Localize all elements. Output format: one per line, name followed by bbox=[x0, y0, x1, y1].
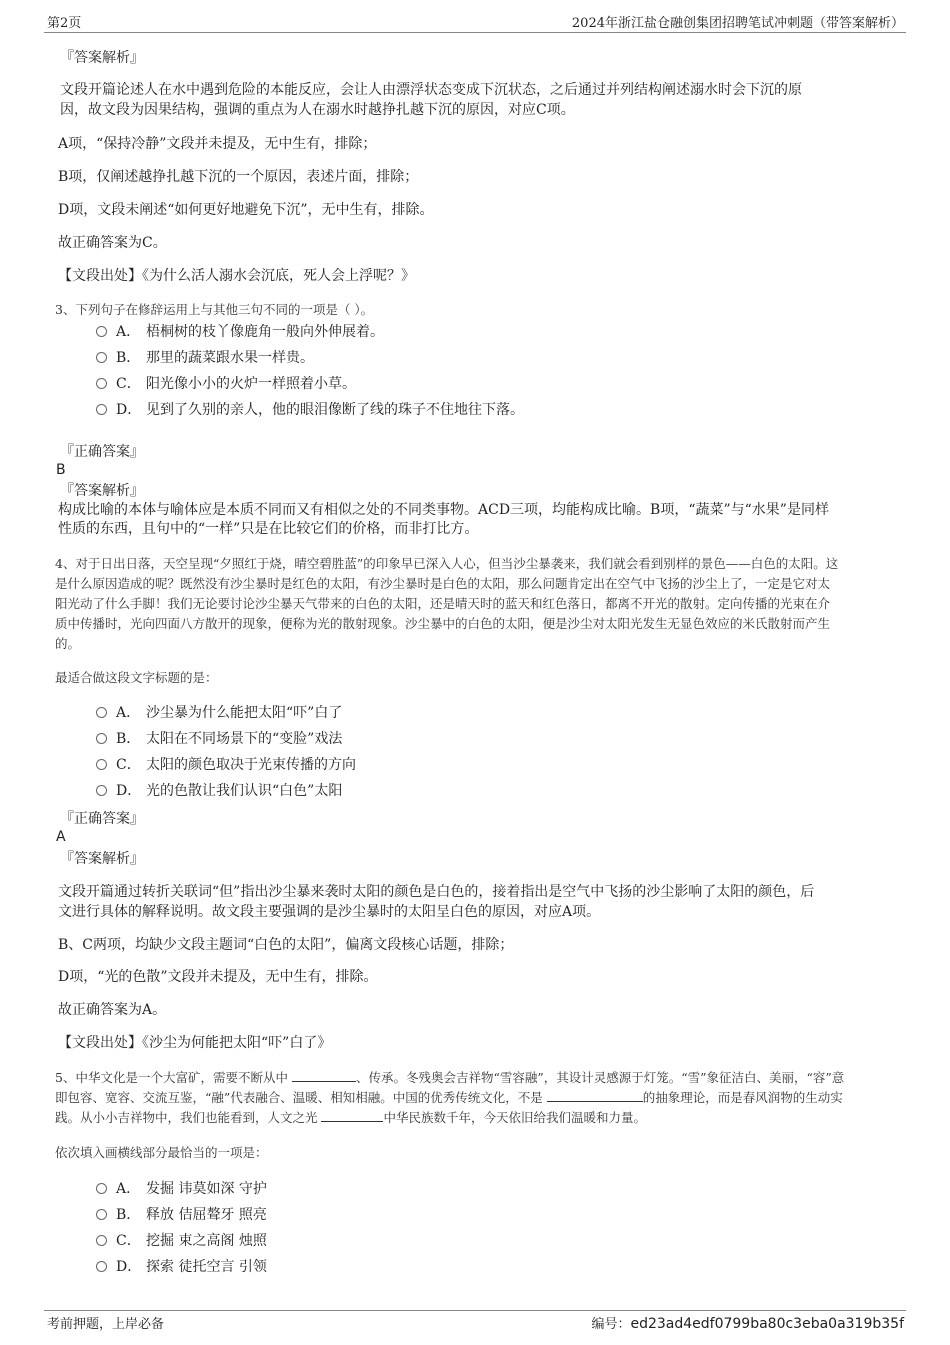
page-number: 第2页 bbox=[47, 16, 82, 31]
question-4-passage-line: 阳光动了什么手脚！我们无论要讨论沙尘暴天气带来的白色的太阳，还是晴天时的蓝天和红色落日，都离不开光的散射。定向传播的光束在介 bbox=[55, 596, 831, 611]
analysis-option-bc: B、C两项，均缺少文段主题词“白色的太阳”，偏离文段核心话题，排除； bbox=[58, 937, 514, 953]
analysis-conclusion: 故正确答案为A。 bbox=[58, 1002, 167, 1018]
fill-blank bbox=[292, 1069, 356, 1082]
question-3-option-d[interactable]: D． 见到了久别的亲人，他的眼泪像断了线的珠子不住地往下落。 bbox=[96, 400, 524, 420]
fill-blank bbox=[321, 1109, 383, 1122]
fill-blank bbox=[547, 1089, 643, 1102]
radio-button[interactable] bbox=[96, 759, 107, 770]
question-4-passage-line: 是什么原因造成的呢？既然没有沙尘暴时是红色的太阳，有沙尘暴时是白色的太阳，那么问题肯定出在空气中飞扬的沙尘上了，一定是它对太 bbox=[55, 576, 831, 591]
question-3-option-b[interactable]: B． 那里的蔬菜跟水果一样贵。 bbox=[96, 348, 314, 368]
passage-source: 【文段出处】《沙尘为何能把太阳“吓”白了》 bbox=[58, 1035, 332, 1051]
radio-button[interactable] bbox=[96, 404, 107, 415]
analysis-label: 『答案解析』 bbox=[60, 483, 144, 499]
analysis-option-d: D项，“光的色散”文段并未提及，无中生有，排除。 bbox=[58, 969, 378, 985]
analysis-option-b: B项，仅阐述越挣扎越下沉的一个原因，表述片面，排除； bbox=[58, 169, 419, 185]
analysis-text-line: 文进行具体的解释说明。故文段主要强调的是沙尘暴时的太阳呈白色的原因，对应A项。 bbox=[58, 904, 601, 920]
correct-answer: B bbox=[56, 462, 66, 478]
analysis-text-line: 性质的东西，且句中的“一样”只是在比较它们的价格，而非打比方。 bbox=[58, 521, 479, 537]
radio-button[interactable] bbox=[96, 733, 107, 744]
question-5-passage-line: 5、中华文化是一个大富矿，需要不断从中 、传承。冬残奥会吉祥物“雪容融”，其设计灵感源于灯笼。“雪”象征洁白、美丽，“容”意 bbox=[55, 1070, 845, 1085]
page-header bbox=[0, 0, 950, 34]
question-4-option-c[interactable]: C． 太阳的颜色取决于光束传播的方向 bbox=[96, 755, 356, 775]
analysis-text-line: 文段开篇通过转折关联词“但”指出沙尘暴来袭时太阳的颜色是白色的，接着指出是空气中飞扬的沙尘影响了太阳的颜色，后 bbox=[58, 884, 815, 900]
answer-label: 『正确答案』 bbox=[60, 444, 144, 460]
radio-button[interactable] bbox=[96, 1209, 107, 1220]
question-3-stem: 3、下列句子在修辞运用上与其他三句不同的一项是（ ）。 bbox=[55, 302, 374, 317]
question-4-passage-line: 4、对于日出日落，天空呈现“夕照红于烧，晴空碧胜蓝”的印象早已深入人心，但当沙尘暴袭来，我们就会看到别样的景色——白色的太阳。这 bbox=[55, 556, 839, 571]
question-4-option-a[interactable]: A． 沙尘暴为什么能把太阳“吓”白了 bbox=[96, 703, 342, 723]
correct-answer: A bbox=[56, 829, 66, 845]
header-divider bbox=[44, 32, 906, 33]
radio-button[interactable] bbox=[96, 707, 107, 718]
document-code: 编号：ed23ad4edf0799ba80c3eba0a319b35f bbox=[591, 1316, 904, 1332]
analysis-text-line: 因，故文段为因果结构，强调的重点为人在溺水时越挣扎越下沉的原因，对应C项。 bbox=[60, 102, 575, 118]
question-5-prompt: 依次填入画横线部分最恰当的一项是： bbox=[55, 1145, 268, 1160]
radio-button[interactable] bbox=[96, 378, 107, 389]
question-5-option-d[interactable]: D． 探索 徒托空言 引领 bbox=[96, 1257, 267, 1277]
answer-label: 『正确答案』 bbox=[60, 811, 144, 827]
radio-button[interactable] bbox=[96, 785, 107, 796]
question-4-passage-line: 的。 bbox=[55, 636, 81, 651]
question-5-passage-line: 即包容、宽容、交流互鉴，“融”代表融合、温暖、相知相融。中国的优秀传统文化，不是 的抽象理论，而是春风润物的生动实 bbox=[55, 1090, 843, 1105]
analysis-conclusion: 故正确答案为C。 bbox=[58, 235, 167, 251]
radio-button[interactable] bbox=[96, 352, 107, 363]
question-3-option-a[interactable]: A． 梧桐树的枝丫像鹿角一般向外伸展着。 bbox=[96, 322, 384, 342]
question-4-option-b[interactable]: B． 太阳在不同场景下的“变脸”戏法 bbox=[96, 729, 342, 749]
analysis-text-line: 构成比喻的本体与喻体应是本质不同而又有相似之处的不同类事物。ACD三项，均能构成比喻。B项，“蔬菜”与“水果”是同样 bbox=[58, 502, 829, 518]
question-5-option-a[interactable]: A． 发掘 讳莫如深 守护 bbox=[96, 1179, 267, 1199]
question-4-option-d[interactable]: D． 光的色散让我们认识“白色”太阳 bbox=[96, 781, 342, 801]
radio-button[interactable] bbox=[96, 1183, 107, 1194]
question-5-option-c[interactable]: C． 挖掘 束之高阁 烛照 bbox=[96, 1231, 267, 1251]
question-4-passage-line: 质中传播时，光向四面八方散开的现象，便称为光的散射现象。沙尘暴中的白色的太阳，便是沙尘对太阳光发生无显色效应的米氏散射而产生 bbox=[55, 616, 831, 631]
footer-slogan: 考前押题，上岸必备 bbox=[47, 1317, 165, 1332]
analysis-label: 『答案解析』 bbox=[60, 50, 144, 66]
analysis-option-d: D项，文段未阐述“如何更好地避免下沉”，无中生有，排除。 bbox=[58, 202, 434, 218]
radio-button[interactable] bbox=[96, 1235, 107, 1246]
question-5-option-b[interactable]: B． 释放 佶屈聱牙 照亮 bbox=[96, 1205, 267, 1225]
document-title: 2024年浙江盐仓融创集团招聘笔试冲刺题（带答案解析） bbox=[571, 16, 904, 31]
analysis-text-line: 文段开篇论述人在水中遇到危险的本能反应，会让人由漂浮状态变成下沉状态，之后通过并列结构阐述溺水时会下沉的原 bbox=[60, 82, 802, 98]
question-5-passage-line: 践。从小小吉祥物中，我们也能看到，人文之光 中华民族数千年，今天依旧给我们温暖和力量。 bbox=[55, 1110, 646, 1125]
footer-divider bbox=[44, 1310, 906, 1311]
radio-button[interactable] bbox=[96, 326, 107, 337]
analysis-label: 『答案解析』 bbox=[60, 851, 144, 867]
analysis-option-a: A项，“保持冷静”文段并未提及，无中生有，排除； bbox=[58, 136, 377, 152]
passage-source: 【文段出处】《为什么活人溺水会沉底，死人会上浮呢？》 bbox=[58, 268, 415, 284]
radio-button[interactable] bbox=[96, 1261, 107, 1272]
question-3-option-c[interactable]: C． 阳光像小小的火炉一样照着小草。 bbox=[96, 374, 356, 394]
question-4-prompt: 最适合做这段文字标题的是： bbox=[55, 670, 218, 685]
